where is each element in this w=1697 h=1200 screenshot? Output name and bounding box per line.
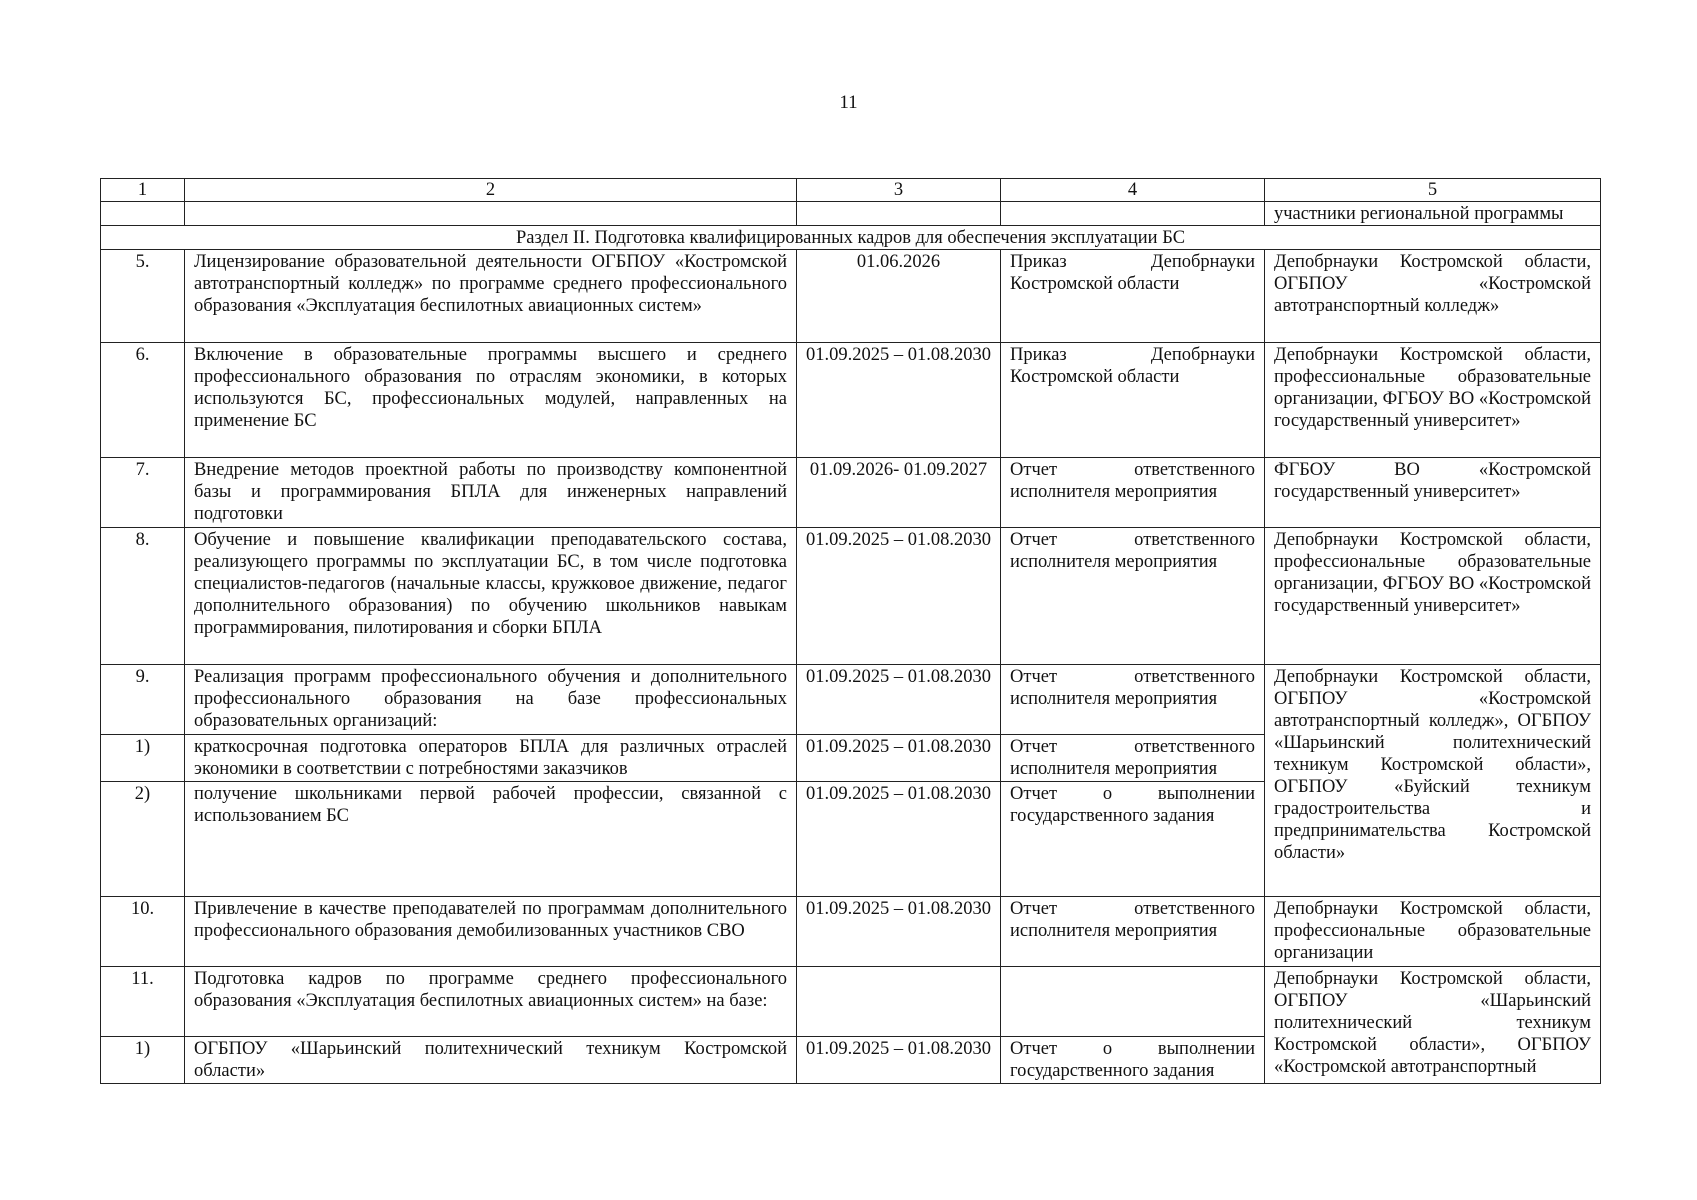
table-row xyxy=(101,897,1601,967)
result-cell: Отчет о выполнении государственного задания xyxy=(1001,1037,1265,1084)
table-row xyxy=(101,250,1601,343)
row-number: 7. xyxy=(101,458,185,528)
date-cell: 01.09.2025 – 01.08.2030 xyxy=(797,665,1001,735)
date-cell xyxy=(797,967,1001,1037)
header-cell: 3 xyxy=(797,179,1001,202)
row-number: 8. xyxy=(101,528,185,665)
table-row xyxy=(101,458,1601,528)
section-row xyxy=(101,226,1601,250)
date-cell: 01.06.2026 xyxy=(797,250,1001,343)
header-cell: 2 xyxy=(185,179,797,202)
continuation-row xyxy=(101,202,1601,226)
date-cell: 01.09.2025 – 01.08.2030 xyxy=(797,782,1001,897)
result-cell: Приказ Депобрнауки Костромской области xyxy=(1001,250,1265,343)
result-cell: Отчет ответственного исполнителя мероприятия xyxy=(1001,458,1265,528)
table-row xyxy=(101,343,1601,458)
table-row xyxy=(101,967,1601,1037)
executor-cell: Депобрнауки Костромской области, ОГБПОУ «Костромской автотранспортный колледж» xyxy=(1265,250,1601,343)
result-cell: Отчет ответственного исполнителя мероприятия xyxy=(1001,735,1265,782)
date-cell: 01.09.2025 – 01.08.2030 xyxy=(797,1037,1001,1084)
executor-cell: участники региональной программы xyxy=(1265,202,1601,226)
executor-cell: Депобрнауки Костромской области, ОГБПОУ «Шарьинский политехнический техникум Костромской области», ОГБПОУ «Костромской автотранспортный xyxy=(1265,967,1601,1084)
result-cell: Отчет ответственного исполнителя мероприятия xyxy=(1001,897,1265,967)
table-row xyxy=(101,528,1601,665)
header-row xyxy=(101,179,1601,202)
executor-cell: Депобрнауки Костромской области, профессиональные образовательные организации xyxy=(1265,897,1601,967)
header-cell: 5 xyxy=(1265,179,1601,202)
row-number: 10. xyxy=(101,897,185,967)
activity-cell: Включение в образовательные программы высшего и среднего профессионального образования по отраслям экономики, в которых используются БС, профессиональных модулей, направленных на применение БС xyxy=(185,343,797,458)
row-number: 2) xyxy=(101,782,185,897)
header-cell: 4 xyxy=(1001,179,1265,202)
activity-cell: Подготовка кадров по программе среднего профессионального образования «Эксплуатация беспилотных авиационных систем» на базе: xyxy=(185,967,797,1037)
empty-cell xyxy=(185,202,797,226)
row-number: 11. xyxy=(101,967,185,1037)
page-number: 11 xyxy=(839,92,858,113)
activity-cell: Внедрение методов проектной работы по производству компонентной базы и программирования БПЛА для инженерных направлений подготовки xyxy=(185,458,797,528)
section-title: Раздел II. Подготовка квалифицированных кадров для обеспечения эксплуатации БС xyxy=(101,226,1601,250)
date-cell: 01.09.2025 – 01.08.2030 xyxy=(797,735,1001,782)
result-cell: Отчет о выполнении государственного задания xyxy=(1001,782,1265,897)
date-cell: 01.09.2025 – 01.08.2030 xyxy=(797,528,1001,665)
empty-cell xyxy=(1001,202,1265,226)
row-number: 5. xyxy=(101,250,185,343)
executor-cell: Депобрнауки Костромской области, профессиональные образовательные организации, ФГБОУ ВО «Костромской государственный университет» xyxy=(1265,528,1601,665)
executor-cell: Депобрнауки Костромской области, ОГБПОУ «Костромской автотранспортный колледж», ОГБПОУ «Шарьинский политехнический техникум Костромской области», ОГБПОУ «Буйский техникум градостроительства и предпринимательства Костромской области» xyxy=(1265,665,1601,897)
activity-cell: Обучение и повышение квалификации преподавательского состава, реализующего программы по эксплуатации БС, в том числе подготовка специалистов-педагогов (начальные классы, кружковое движение, педагог дополнительного образования) по обучению школьников навыкам программирования, пилотирования и сборки БПЛА xyxy=(185,528,797,665)
empty-cell xyxy=(101,202,185,226)
header-cell: 1 xyxy=(101,179,185,202)
row-number: 1) xyxy=(101,1037,185,1084)
activity-cell: получение школьниками первой рабочей профессии, связанной с использованием БС xyxy=(185,782,797,897)
table-row xyxy=(101,665,1601,735)
executor-cell: ФГБОУ ВО «Костромской государственный университет» xyxy=(1265,458,1601,528)
activity-cell: Привлечение в качестве преподавателей по программам дополнительного профессионального образования демобилизованных участников СВО xyxy=(185,897,797,967)
row-number: 1) xyxy=(101,735,185,782)
result-cell: Приказ Депобрнауки Костромской области xyxy=(1001,343,1265,458)
row-number: 9. xyxy=(101,665,185,735)
activity-cell: Лицензирование образовательной деятельности ОГБПОУ «Костромской автотранспортный колледж» по программе среднего профессионального образования «Эксплуатация беспилотных авиационных систем» xyxy=(185,250,797,343)
result-cell: Отчет ответственного исполнителя мероприятия xyxy=(1001,665,1265,735)
date-cell: 01.09.2025 – 01.08.2030 xyxy=(797,343,1001,458)
date-cell: 01.09.2026- 01.09.2027 xyxy=(797,458,1001,528)
result-cell xyxy=(1001,967,1265,1037)
date-cell: 01.09.2025 – 01.08.2030 xyxy=(797,897,1001,967)
activity-cell: ОГБПОУ «Шарьинский политехнический техникум Костромской области» xyxy=(185,1037,797,1084)
executor-cell: Депобрнауки Костромской области, профессиональные образовательные организации, ФГБОУ ВО «Костромской государственный университет» xyxy=(1265,343,1601,458)
empty-cell xyxy=(797,202,1001,226)
row-number: 6. xyxy=(101,343,185,458)
result-cell: Отчет ответственного исполнителя мероприятия xyxy=(1001,528,1265,665)
activity-cell: Реализация программ профессионального обучения и дополнительного профессионального образования на базе профессиональных образовательных организаций: xyxy=(185,665,797,735)
activity-plan-table xyxy=(100,178,1601,1084)
activity-cell: краткосрочная подготовка операторов БПЛА для различных отраслей экономики в соответствии с потребностями заказчиков xyxy=(185,735,797,782)
